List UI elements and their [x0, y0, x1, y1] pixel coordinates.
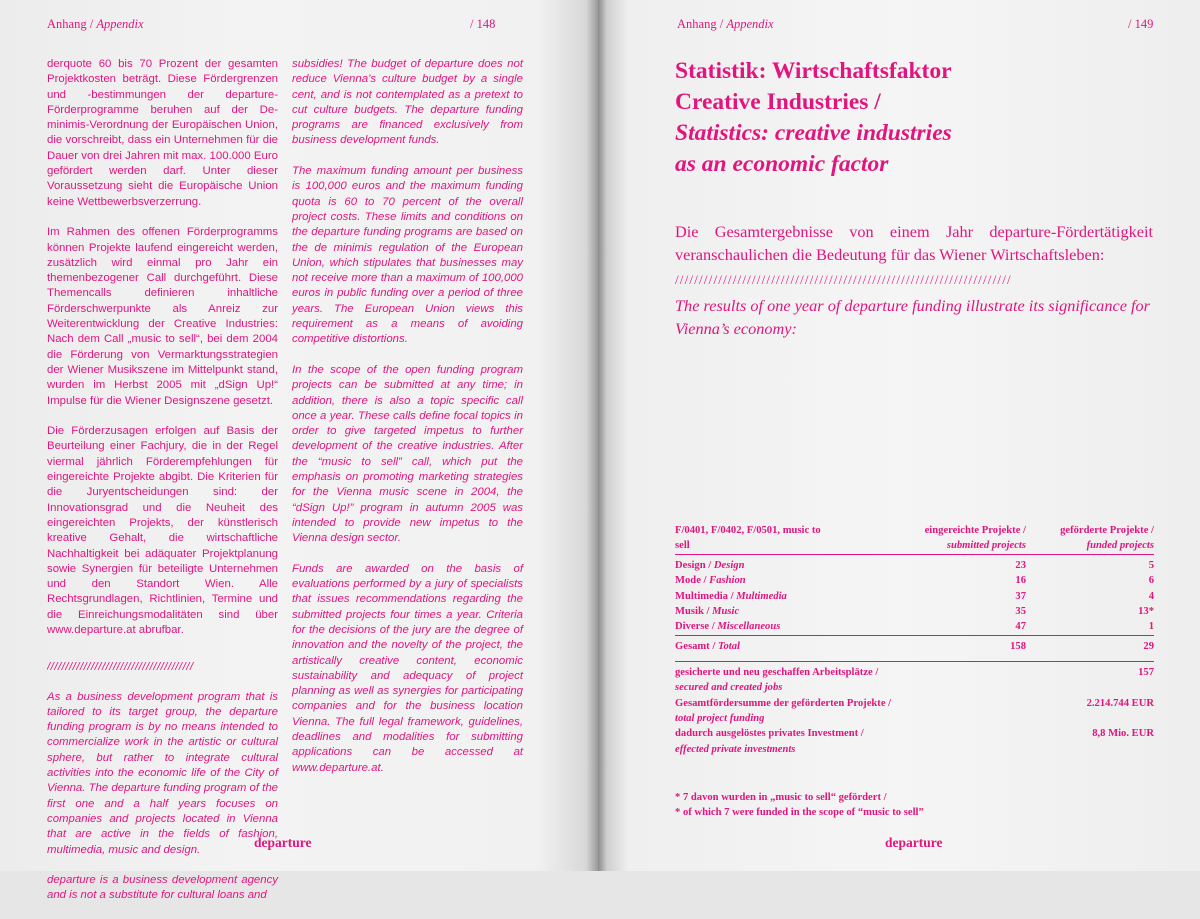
- submitted-count: 47: [1015, 621, 1026, 633]
- funded-count: 4: [1148, 590, 1154, 602]
- table-row: [675, 589, 1154, 604]
- header-funded: [1026, 523, 1154, 554]
- running-head: [677, 17, 774, 32]
- category-de: Mode: [675, 575, 701, 587]
- footnote-en: * of which 7 were funded in the scope of “music to sell”: [675, 807, 924, 819]
- table-header: [675, 523, 1154, 554]
- right-page: [598, 0, 1200, 871]
- table-row: [675, 604, 1154, 619]
- page-number: / 149: [1128, 17, 1154, 31]
- paragraph: Funds are awarded on the basis of evaluations performed by a jury of specialists that issues recommendations regarding the submitted projects four times a year. Criteria for the decisions of the jury are the degree of innovation and the novelty of the project, the artistically creative content, economic sustainability and adequacy of project planning as well as synergies for participating companies and for the business location Vienna. The full legal framework, guidelines, deadlines and modalities for submitting applications can be accessed at www.departure.at.: [292, 562, 523, 774]
- paragraph: Die Förderzusagen erfolgen auf Basis der Beurteilung einer Fachjury, die in der Regel viermal jährlich Förderempfehlungen für eingereichte Projekte abgibt. Die Kriterien für die Juryentscheidungen sind: der Innovationsgrad und die Neuheit des eingereichten Projekts, der künstlerisch kreative Gehalt, die wirtschaftliche Nachhaltigkeit bei adäquater Projektplanung sowie Synergien für beteiligte Unternehmen und den Standort Wien. Alle Rechtsgrundlagen, Richtlinien, Termine und die Einreichungsmodalitäten sind über www.departure.at abrufbar.: [47, 425, 278, 636]
- category-de: Musik: [675, 606, 704, 618]
- category-de: Multimedia: [675, 590, 728, 602]
- table-row: [675, 573, 1154, 588]
- header-funded-de: geförderte Projekte /: [1060, 525, 1154, 536]
- header-submitted-en: submitted projects: [946, 540, 1026, 552]
- separator: /: [86, 17, 97, 31]
- funded-count: 6: [1148, 575, 1154, 587]
- summary-row: [675, 661, 1154, 695]
- statistics-table: [675, 523, 1154, 757]
- category-en: Music: [712, 606, 740, 618]
- summary-label: [675, 726, 1026, 757]
- category-en: Multimedia: [736, 590, 787, 602]
- footnote-de: * 7 davon wurden in „music to sell“ gefördert /: [675, 792, 887, 803]
- header-programs: F/0401, F/0402, F/0501, music to sell: [675, 525, 821, 552]
- title-line: as an economic factor: [675, 151, 889, 177]
- paragraph: The maximum funding amount per business is 100,000 euros and the maximum funding quota is 60 to 70 percent of the overall project costs. These limits and conditions on the departure funding programs are based on the de minimis regulation of the European Union, which stipulates that businesses may not receive more than a maximum of 100,000 euros in public funding over a period of three years. The European Union views this requirement as a means of avoiding competitive distortions.: [292, 165, 523, 346]
- summary-value: 2.214.744 EUR: [1086, 697, 1154, 709]
- category-de: Design: [675, 559, 706, 571]
- footer-logo: departure: [254, 835, 312, 850]
- summary-value: 157: [1026, 661, 1154, 695]
- header-submitted-de: eingereichte Projekte /: [924, 525, 1026, 536]
- title-line: Statistik: Wirtschaftsfaktor: [675, 58, 952, 84]
- left-page: [0, 0, 598, 902]
- running-head-de: Anhang: [677, 17, 717, 31]
- summary-label: [675, 696, 1026, 727]
- paragraph: As a business development program that is tailored to its target group, the departure funding program is by no means intended to commercialize work in the artistic or cultural sphere, but rather to integrate cultural activities into the economic life of the City of Vienna. The departure funding program of the first one and a half years focuses on companies and projects located in Vienna that are active in the fields of fashion, multimedia, music and design.: [47, 690, 278, 856]
- category: Gesamt / Total: [675, 635, 836, 661]
- paragraph: Im Rahmen des offenen Förderprogramms können Projekte laufend eingereicht werden, zusätzlich wird einmal pro Jahr ein themenbezogener Call durchgeführt. Diese Themencalls definieren inhaltliche Förderschwerpunkte als Anreiz zur Weiterentwicklung der Creative Industries: Nach dem Call „music to sell“, bei dem 2004 die Förderung von Vermarktungsstrategien der Wiener Musikszene im Mittelpunkt stand, wurden im Herbst 2005 mit „dSign Up!“ Impulse für die Wiener Designszene gesetzt.: [47, 226, 278, 407]
- submitted-count: 23: [836, 554, 1026, 573]
- category: Design / Design: [675, 554, 836, 573]
- category: Multimedia / Multimedia: [675, 590, 787, 602]
- summary-row: [675, 726, 1154, 757]
- funded-count: 13*: [1138, 606, 1154, 618]
- submitted-count: 35: [1015, 606, 1026, 618]
- category-de: Diverse: [675, 621, 710, 633]
- slash-divider: //////////////////////////////////////////////////////////////////////: [675, 272, 1012, 287]
- summary-row: [675, 696, 1154, 727]
- running-head-de: Anhang: [47, 17, 87, 31]
- paragraph: subsidies! The budget of departure does not reduce Vienna’s culture budget by a single cent, and is not contemplated as a pretext to cut culture budgets. The departure funding programs are financed exclusively from business development funds.: [292, 58, 523, 147]
- header-funded-en: funded projects: [1086, 540, 1154, 552]
- header-submitted: [836, 523, 1026, 554]
- intro-english: The results of one year of departure funding illustrate its significance for Vienna’s economy:: [675, 296, 1150, 338]
- footnote: [675, 790, 924, 821]
- category-en: Fashion: [709, 575, 746, 587]
- category: Mode / Fashion: [675, 575, 746, 587]
- table-total-row: [675, 635, 1154, 661]
- funded-count: 5: [1026, 554, 1154, 573]
- summary-label-en: total project funding: [675, 713, 765, 725]
- category-en: Total: [717, 640, 740, 652]
- category: Musik / Music: [675, 606, 740, 618]
- page-title: [675, 56, 1175, 180]
- footer-logo: departure: [885, 835, 943, 850]
- summary-label-de: gesicherte und neu geschaffen Arbeitsplätze /: [675, 666, 879, 678]
- column-2: [292, 57, 523, 791]
- title-line: Statistics: creative industries: [675, 120, 952, 146]
- separator: /: [716, 17, 727, 31]
- column-1: [47, 57, 278, 919]
- summary-value: 8,8 Mio. EUR: [1092, 728, 1154, 740]
- paragraph: derquote 60 bis 70 Prozent der gesamten Projektkosten beträgt. Diese Fördergrenzen und -bestimmungen der departure-Förderprogramme beruhen auf der De-minimis-Verordnung der Europäischen Union, die vorschreibt, dass ein Unternehmen für die Dauer von drei Jahren mit max. 100.000 Euro gefördert werden darf. Unter dieser Voraussetzung sieht die Europäische Union keine Wettbewerbsverzerrung.: [47, 58, 278, 208]
- category-de: Gesamt: [675, 640, 710, 652]
- category-en: Design: [713, 559, 745, 571]
- category: Diverse / Miscellaneous: [675, 621, 781, 633]
- intro-german: Die Gesamtergebnisse von einem Jahr departure-Fördertätigkeit veranschaulichen die Bedeutung für das Wiener Wirtschaftsleben:: [675, 222, 1153, 264]
- summary-label-en: effected private investments: [675, 743, 796, 755]
- slash-divider: ////////////////////////////////////////: [47, 661, 194, 674]
- running-head: [47, 17, 144, 32]
- summary-label: [675, 661, 1026, 695]
- paragraph: departure is a business development agency and is not a substitute for cultural loans and: [47, 874, 278, 902]
- table-row: [675, 619, 1154, 635]
- category-en: Miscellaneous: [717, 621, 781, 633]
- paragraph: In the scope of the open funding program projects can be submitted at any time; in addition, there is also a topic specific call once a year. These calls define focal topics in order to give targeted impetus to further development of the creative industries. After the “music to sell” call, which put the emphasis on promoting marketing strategies for the Vienna music scene in 2004, the “dSign Up!” program in autumn 2005 was intended to provide new impetus to the Vienna design sector.: [292, 363, 523, 545]
- funded-count: 29: [1026, 635, 1154, 661]
- summary-label-de: dadurch ausgelöstes privates Investment /: [675, 728, 864, 740]
- summary-label-de: Gesamtfördersumme der geförderten Projekte /: [675, 697, 892, 709]
- running-head-en: Appendix: [726, 17, 774, 31]
- submitted-count: 37: [1015, 590, 1026, 602]
- funded-count: 1: [1148, 621, 1154, 633]
- page-number: / 148: [470, 17, 496, 31]
- submitted-count: 16: [1015, 575, 1026, 587]
- submitted-count: 158: [836, 635, 1026, 661]
- summary-label-en: secured and created jobs: [675, 682, 783, 694]
- table-row: [675, 554, 1154, 573]
- title-line: Creative Industries /: [675, 89, 881, 115]
- running-head-en: Appendix: [96, 17, 144, 31]
